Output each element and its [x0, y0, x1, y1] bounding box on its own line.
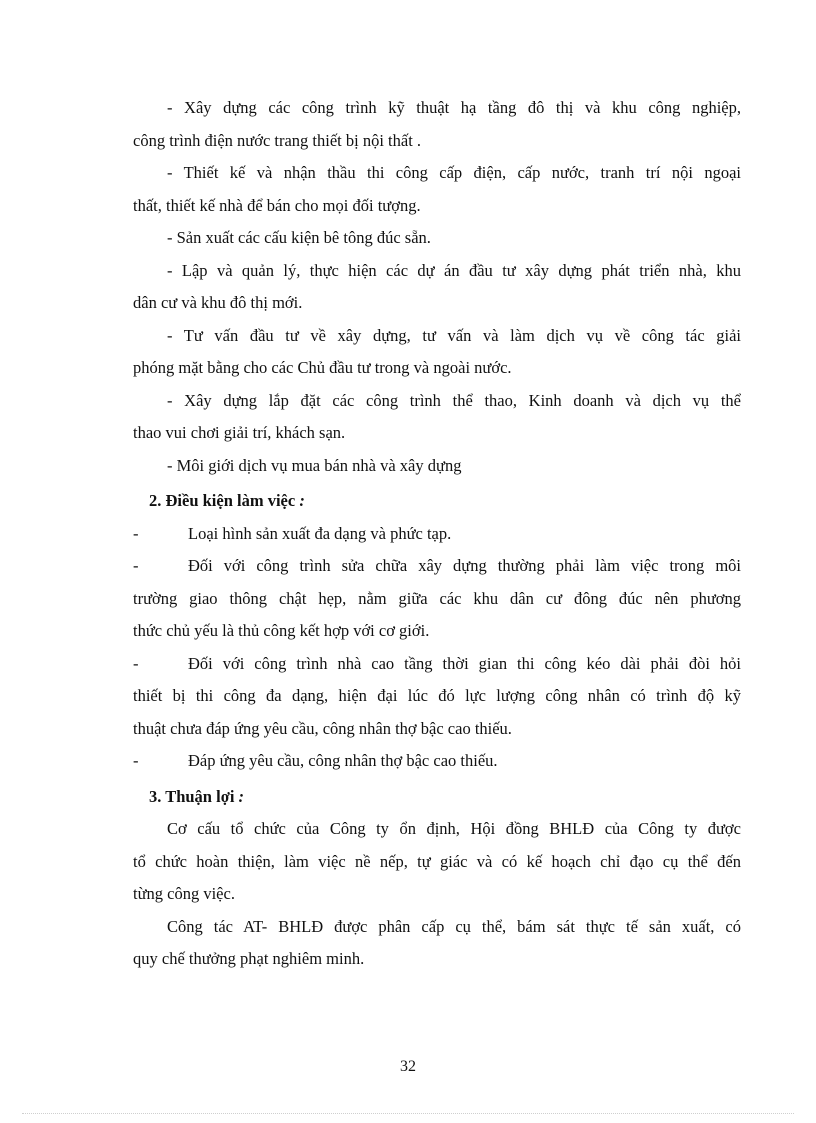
paragraph-line: tổ chức hoàn thiện, làm việc nề nếp, tự giác và có kế hoạch chỉ đạo cụ thể đến [133, 851, 741, 871]
bullet-continuation-line: thức chủ yếu là thủ công kết hợp với cơ giới. [133, 621, 430, 640]
bullet-dash: - [133, 556, 139, 575]
bullet-continuation-line: trường giao thông chật hẹp, nằm giữa các khu dân cư đông đúc nên phương [133, 588, 741, 608]
bullet-dash: - [133, 751, 139, 770]
bullet-item [133, 518, 741, 551]
paragraph-line: - Môi giới dịch vụ mua bán nhà và xây dựng [167, 455, 462, 475]
paragraph-line: thao vui chơi giải trí, khách sạn. [133, 423, 346, 442]
bullet-text: Loại hình sản xuất đa dạng và phức tạp. [188, 523, 452, 543]
working-conditions-list [133, 518, 741, 778]
paragraph-line: - Lập và quản lý, thực hiện các dự án đầu tư xây dựng phát triển nhà, khu [167, 260, 741, 280]
paragraph-line: công trình điện nước trang thiết bị nội thất . [133, 130, 422, 150]
paragraph-line: thất, thiết kế nhà để bán cho mọi đối tượng. [133, 195, 421, 215]
paragraph-line: dân cư và khu đô thị mới. [133, 293, 303, 312]
paragraph-line: - Xây dựng lắp đặt các công trình thể thao, Kinh doanh và dịch vụ thể [167, 390, 741, 410]
bullet-text: Đáp ứng yêu cầu, công nhân thợ bậc cao thiếu. [188, 751, 498, 770]
bullet-continuation-line: thuật chưa đáp ứng yêu cầu, công nhân thợ bậc cao thiếu. [133, 718, 512, 738]
paragraph-line: - Sản xuất các cấu kiện bê tông đúc sẵn. [167, 228, 431, 247]
paragraph-line: - Tư vấn đầu tư về xây dựng, tư vấn và làm dịch vụ về công tác giải [167, 325, 741, 345]
page-bottom-divider [22, 1113, 794, 1114]
section-heading-advantages: 3. Thuận lợi : [149, 786, 245, 806]
paragraph-line: Công tác AT- BHLĐ được phân cấp cụ thể, bám sát thực tế sản xuất, có [167, 916, 741, 936]
bullet-dash: - [133, 523, 139, 543]
paragraph-line: phóng mặt bằng cho các Chủ đầu tư trong và ngoài nước. [133, 358, 512, 377]
bullet-dash: - [133, 653, 139, 673]
paragraph-line: Cơ cấu tổ chức của Công ty ổn định, Hội đồng BHLĐ của Công ty được [167, 819, 741, 838]
bullet-text: Đối với công trình nhà cao tầng thời gian thi công kéo dài phải đòi hỏi [188, 653, 741, 673]
paragraph-line: - Thiết kế và nhận thầu thi công cấp điện, cấp nước, tranh trí nội ngoại [167, 163, 741, 182]
bullet-item [133, 745, 741, 778]
advantages-paragraphs [133, 813, 741, 976]
bullet-item [133, 550, 741, 583]
section-heading-working-conditions: 2. Điều kiện làm việc : [149, 491, 305, 510]
paragraph-line: - Xây dựng các công trình kỹ thuật hạ tầng đô thị và khu công nghiệp, [167, 98, 741, 117]
paragraph-line: quy chế thưởng phạt nghiêm minh. [133, 949, 365, 968]
paragraph-line: từng công việc. [133, 884, 235, 903]
page-content [133, 92, 741, 976]
bullet-text: Đối với công trình sửa chữa xây dựng thường phải làm việc trong môi [188, 556, 741, 575]
bullet-continuation-line: thiết bị thi công đa dạng, hiện đại lúc đó lực lượng công nhân có trình độ kỹ [133, 686, 741, 705]
page-number: 32 [400, 1058, 416, 1075]
bullet-item [133, 648, 741, 681]
business-lines-list [133, 92, 741, 482]
